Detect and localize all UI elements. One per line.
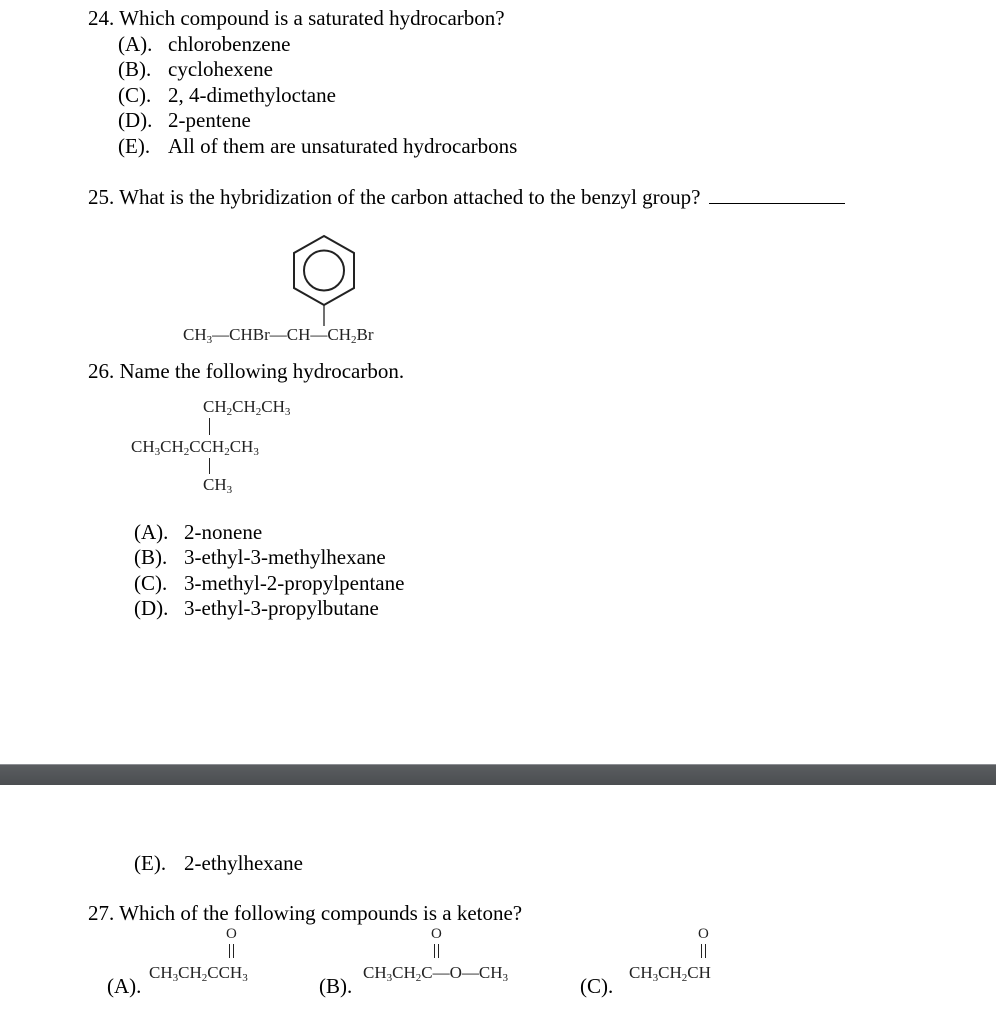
q26-methyl-branch: $CH_3$	[203, 475, 233, 496]
q27c-double-bond	[701, 944, 706, 958]
question-27: 27. Which of the following compounds is a ketone?	[88, 901, 523, 925]
q26-option-c[interactable]: (C). 3-methyl-2-propylpentane	[134, 571, 405, 595]
q27a-carbonyl-oxygen: O	[226, 926, 237, 942]
q24-option-e[interactable]: (E). All of them are unsaturated hydrocarbons	[118, 134, 518, 158]
q27-option-a-label[interactable]: (A).	[107, 974, 142, 998]
question-26: 26. Name the following hydrocarbon.	[88, 359, 405, 383]
question-24: 24. Which compound is a saturated hydrocarbon?	[88, 6, 505, 30]
q26-main-chain: $CH_3CH_2CCH_2CH_3$	[131, 437, 259, 458]
q27-option-b-label[interactable]: (B).	[319, 974, 353, 998]
benzene-ring-structure	[288, 232, 360, 327]
q27b-carbonyl-oxygen: O	[431, 926, 442, 942]
q24-option-c[interactable]: (C). 2, 4-dimethyloctane	[118, 83, 336, 107]
q27-option-c-label[interactable]: (C).	[580, 974, 614, 998]
q27a-formula: $CH_3CH_2CCH_3$	[149, 963, 248, 984]
q24-option-b[interactable]: (B). cyclohexene	[118, 57, 273, 81]
q25-chain-formula: $CH_3—CHBr—CH—CH_2Br$	[183, 325, 374, 346]
q26-option-d[interactable]: (D). 3-ethyl-3-propylbutane	[134, 596, 379, 620]
q24-option-a[interactable]: (A). chlorobenzene	[118, 32, 291, 56]
q27c-formula: $CH_3CH_2CH$	[629, 963, 711, 984]
page-break-divider	[0, 764, 996, 786]
q27c-carbonyl-oxygen: O	[698, 926, 709, 942]
q26-option-a[interactable]: (A). 2-nonene	[134, 520, 263, 544]
question-25: 25. What is the hybridization of the carbon attached to the benzyl group?	[88, 185, 845, 209]
q26-bond-up	[209, 418, 210, 435]
q27b-formula: $CH_3CH_2C—O—CH_3$	[363, 963, 508, 984]
q27a-double-bond	[229, 944, 234, 958]
q26-bond-down	[209, 458, 210, 474]
q26-propyl-branch: $CH_2CH_2CH_3$	[203, 397, 291, 418]
q27b-double-bond	[434, 944, 439, 958]
q26-option-b[interactable]: (B). 3-ethyl-3-methylhexane	[134, 545, 386, 569]
q24-option-d[interactable]: (D). 2-pentene	[118, 108, 251, 132]
answer-blank[interactable]	[709, 185, 845, 204]
q26-option-e[interactable]: (E). 2-ethylhexane	[134, 851, 303, 875]
